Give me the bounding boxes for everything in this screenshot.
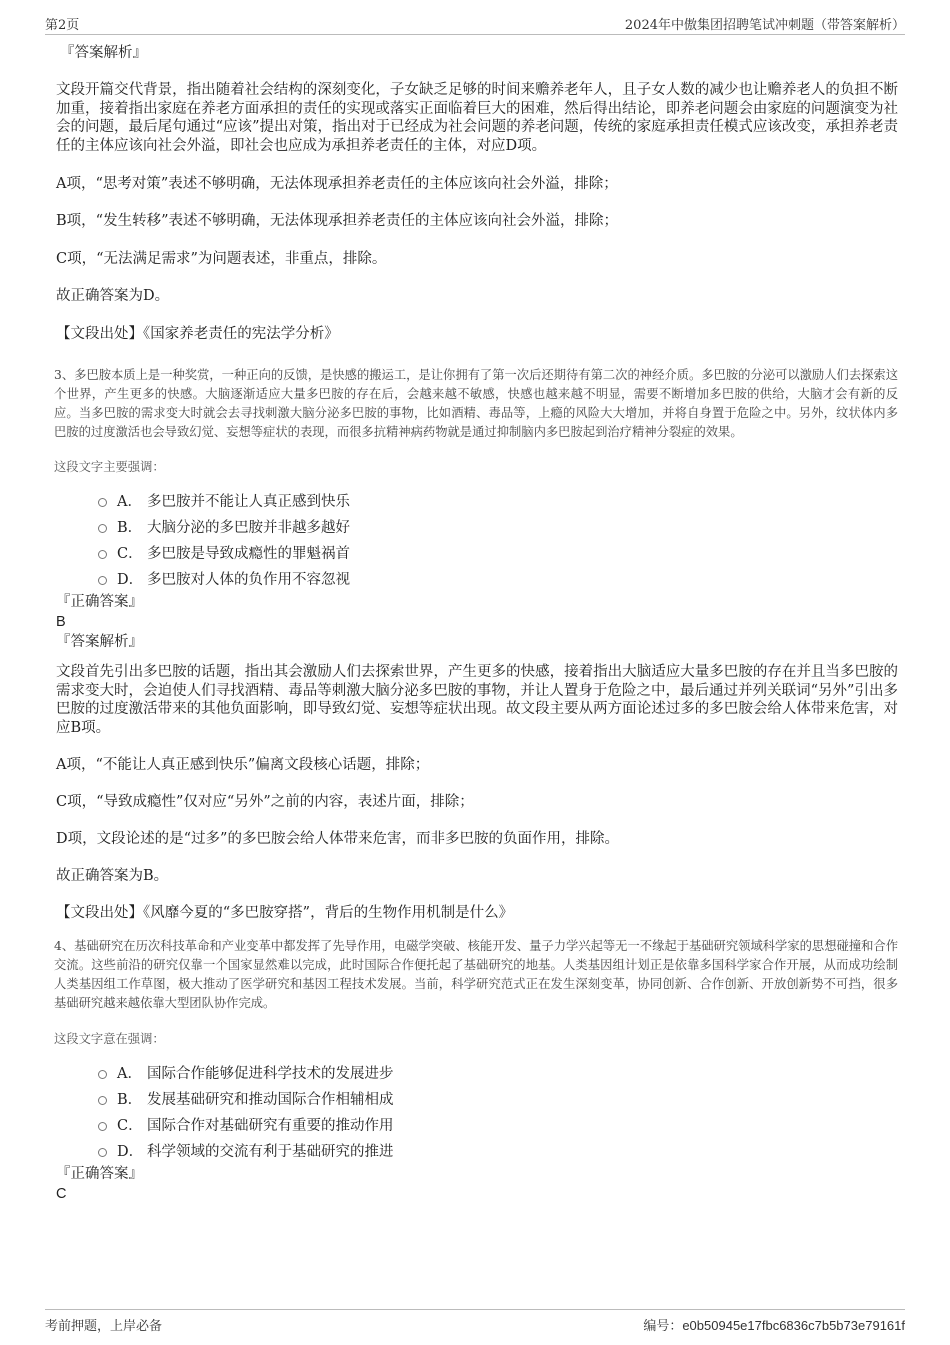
analysis-label: 『答案解析』	[56, 634, 143, 650]
analysis-option-a: A项，“不能让人真正感到快乐”偏离文段核心话题，排除；	[56, 757, 430, 773]
passage-source: 【文段出处】《国家养老责任的宪法学分析》	[56, 326, 339, 342]
analysis-option-c: C项，“无法满足需求”为问题表述，非重点，排除。	[56, 251, 387, 267]
page-content	[56, 44, 898, 1203]
question-4-prompt: 这段文字意在强调：	[54, 1032, 165, 1046]
radio-icon[interactable]	[98, 576, 107, 585]
analysis-conclusion: 故正确答案为D。	[56, 288, 170, 304]
question-3-prompt: 这段文字主要强调：	[54, 460, 165, 474]
option-d[interactable]: D． 多巴胺对人体的负作用不容忽视	[98, 567, 898, 593]
analysis-option-a: A项，“思考对策”表述不够明确，无法体现承担养老责任的主体应该向社会外溢，排除；	[56, 176, 618, 192]
option-b[interactable]: B． 大脑分泌的多巴胺并非越多越好	[98, 515, 898, 541]
correct-answer: B	[56, 614, 66, 630]
option-b[interactable]: B． 发展基础研究和推动国际合作相辅相成	[98, 1087, 898, 1113]
footer-slogan: 考前押题，上岸必备	[45, 1319, 163, 1334]
analysis-label: 『答案解析』	[60, 45, 147, 61]
radio-icon[interactable]	[98, 550, 107, 559]
option-d[interactable]: D． 科学领域的交流有利于基础研究的推进	[98, 1139, 898, 1165]
analysis-option-d: D项，文段论述的是“过多”的多巴胺会给人体带来危害，而非多巴胺的负面作用，排除。	[56, 831, 619, 847]
passage-source: 【文段出处】《风靡今夏的“多巴胺穿搭”，背后的生物作用机制是什么》	[56, 905, 514, 921]
question-3-options	[56, 489, 898, 593]
option-a[interactable]: A． 多巴胺并不能让人真正感到快乐	[98, 489, 898, 515]
radio-icon[interactable]	[98, 1148, 107, 1157]
analysis-conclusion: 故正确答案为B。	[56, 868, 169, 884]
analysis-option-c: C项，“导致成瘾性”仅对应“另外”之前的内容，表述片面，排除；	[56, 794, 474, 810]
option-a[interactable]: A． 国际合作能够促进科学技术的发展进步	[98, 1061, 898, 1087]
correct-answer-label: 『正确答案』	[56, 1166, 143, 1182]
radio-icon[interactable]	[98, 1096, 107, 1105]
option-c[interactable]: C． 多巴胺是导致成瘾性的罪魁祸首	[98, 541, 898, 567]
page-header	[45, 12, 905, 35]
analysis-option-b: B项，“发生转移”表述不够明确，无法体现承担养老责任的主体应该向社会外溢，排除；	[56, 213, 618, 229]
radio-icon[interactable]	[98, 524, 107, 533]
document-id: 编号：e0b50945e17fbc6836c7b5b73e79161f	[643, 1318, 905, 1334]
radio-icon[interactable]	[98, 1122, 107, 1131]
radio-icon[interactable]	[98, 1070, 107, 1079]
question-4-options	[56, 1061, 898, 1165]
radio-icon[interactable]	[98, 498, 107, 507]
page-number: 第2页	[45, 18, 80, 33]
analysis-text: 文段开篇交代背景，指出随着社会结构的深刻变化，子女缺乏足够的时间来赡养老年人，且子女人数的减少也让赡养老人的负担不断加重，接着指出家庭在养老方面承担的责任的实现或落实正面临着巨大的困难，然后得出结论，即养老问题会由家庭的问题演变为社会的问题，最后尾句通过“应该”提出对策，指出对于已经成为社会问题的养老问题，传统的家庭承担责任模式应该改变，承担养老责任的主体应该向社会外溢，即社会也应成为承担养老责任的主体，对应D项。	[56, 82, 898, 154]
correct-answer-label: 『正确答案』	[56, 594, 143, 610]
analysis-text: 文段首先引出多巴胺的话题，指出其会激励人们去探索世界，产生更多的快感，接着指出大脑适应大量多巴胺的存在并且当多巴胺的需求变大时，会迫使人们寻找酒精、毒品等刺激大脑分泌多巴胺的事物，并让人置身于危险之中，最后通过并列关联词“另外”引出多巴胺的过度激活带来的其他负面影响，即导致幻觉、妄想等症状出现。故文段主要从两方面论述过多的多巴胺会给人体带来危害，对应B项。	[56, 664, 898, 736]
page-footer	[45, 1309, 905, 1338]
question-3-text: 3、多巴胺本质上是一种奖赏，一种正向的反馈，是快感的搬运工，是让你拥有了第一次后还期待有第二次的神经介质。多巴胺的分泌可以激励人们去探索这个世界，产生更多的快感。大脑逐渐适应大量多巴胺的存在后，会越来越不敏感，快感也越来越不明显，需要不断增加多巴胺的供给，大脑才会有新的反应。当多巴胺的需求变大时就会去寻找刺激大脑分泌多巴胺的事物，比如酒精、毒品等，上瘾的风险大大增加，并将自身置于危险之中。另外，纹状体内多巴胺的过度激活也会导致幻觉、妄想等症状的表现，而很多抗精神病药物就是通过抑制脑内多巴胺起到治疗精神分裂症的效果。	[54, 368, 899, 439]
question-4-text: 4、基础研究在历次科技革命和产业变革中都发挥了先导作用，电磁学突破、核能开发、量子力学兴起等无一不缘起于基础研究领域科学家的思想碰撞和合作交流。这些前沿的研究仅靠一个国家显然难以完成，此时国际合作便托起了基础研究的地基。人类基因组计划正是依靠多国科学家合作开展，从而成功绘制人类基因组工作草图，极大推动了医学研究和基因工程技术发展。当前，科学研究范式正在发生深刻变革，协同创新、合作创新、开放创新势不可挡，很多基础研究越来越依靠大型团队协作完成。	[54, 939, 899, 1010]
correct-answer: C	[56, 1186, 67, 1202]
option-c[interactable]: C． 国际合作对基础研究有重要的推动作用	[98, 1113, 898, 1139]
document-title: 2024年中傲集团招聘笔试冲刺题（带答案解析）	[624, 18, 905, 33]
